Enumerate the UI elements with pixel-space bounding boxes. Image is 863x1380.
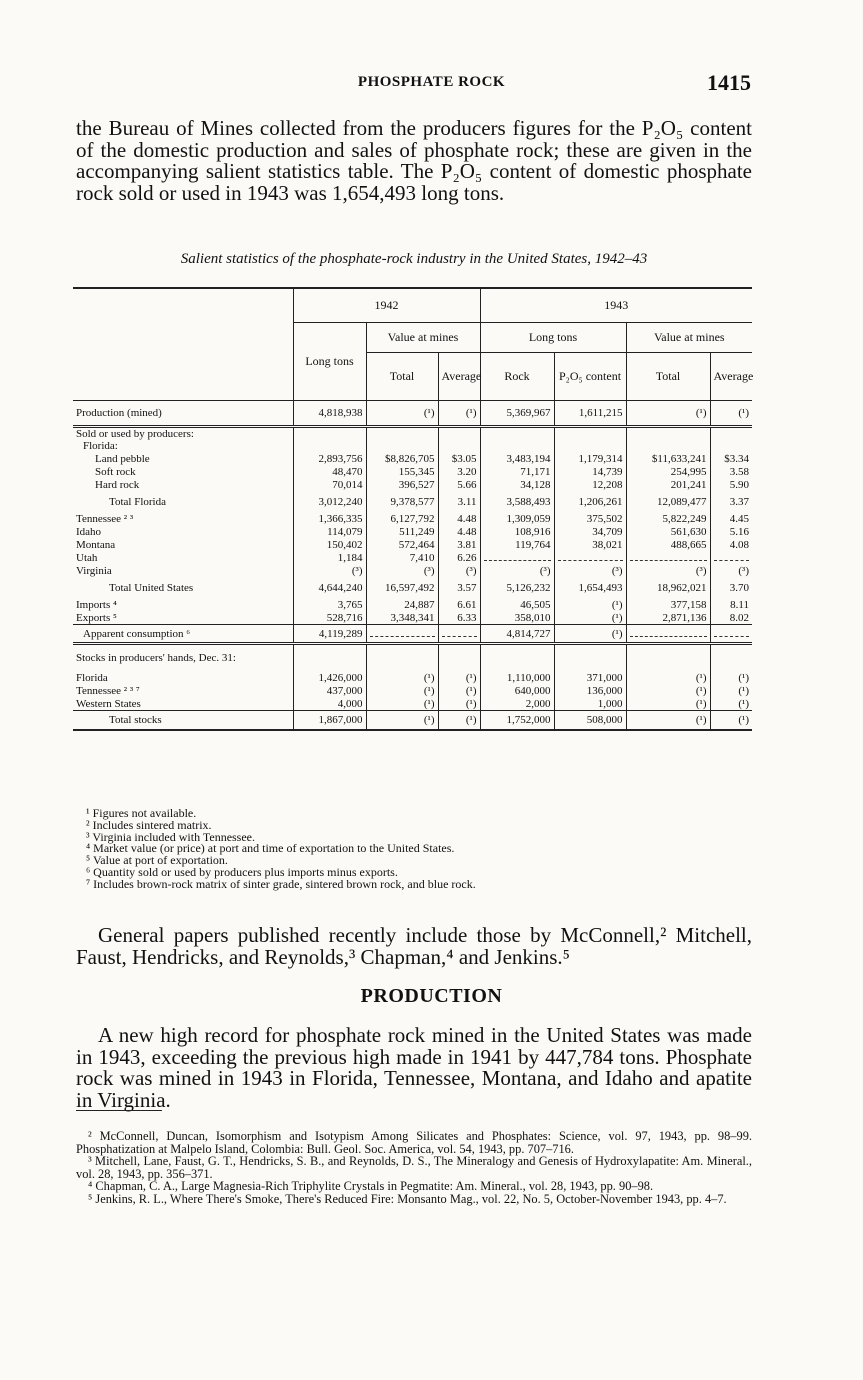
table-cell bbox=[366, 644, 438, 672]
header-value-at-mines-1942: Value at mines bbox=[366, 322, 480, 352]
intro-paragraph: the Bureau of Mines collected from the producers figures for the P₂O₅ content of the domestic production and sales of phosphate rock; these are given in the accompanying salient statistics table. The P₂O₅ content of domestic phosphate rock sold or used in 1943 was 1,654,493 long tons. bbox=[76, 116, 752, 205]
table-cell: 24,887 bbox=[366, 599, 438, 612]
table-cell: (¹) bbox=[366, 685, 438, 698]
row-label: Florida: bbox=[83, 440, 118, 452]
table-cell bbox=[366, 426, 438, 440]
table-cell: 5.16 bbox=[710, 526, 752, 539]
table-row bbox=[73, 612, 752, 625]
header-total-1942: Total bbox=[366, 352, 438, 400]
table-cell: 1,179,314 bbox=[554, 453, 626, 466]
header-average-1942: Average bbox=[438, 352, 480, 400]
table-cell: 3.81 bbox=[438, 539, 480, 552]
row-label: Stocks in producers' hands, Dec. 31: bbox=[73, 644, 293, 672]
table-cell bbox=[626, 644, 710, 672]
table-row bbox=[73, 672, 752, 685]
table-cell: 34,128 bbox=[480, 479, 554, 492]
table-cell: 3,588,493 bbox=[480, 492, 554, 513]
reference-footnote: ³ Mitchell, Lane, Faust, G. T., Hendricks, S. B., and Reynolds, D. S., The Mineralogy and Genesis of Hydroxylapatite: Am. Mineral., vol. 28, 1943, pp. 356–371. bbox=[76, 1154, 752, 1181]
table-cell: (¹) bbox=[438, 672, 480, 685]
table-cell: 136,000 bbox=[554, 685, 626, 698]
table-cell: 14,739 bbox=[554, 466, 626, 479]
table-cell: 1,654,493 bbox=[554, 578, 626, 599]
table-cell: 2,000 bbox=[480, 698, 554, 711]
table-cell: (³) bbox=[554, 565, 626, 578]
table-cell: 2,871,136 bbox=[626, 612, 710, 625]
table-cell: 114,079 bbox=[293, 526, 366, 539]
table-caption: Salient statistics of the phosphate-rock industry in the United States, 1942–43 bbox=[180, 251, 648, 267]
table-cell: 9,378,577 bbox=[366, 492, 438, 513]
table-cell: (¹) bbox=[438, 711, 480, 730]
table-cell: 4.08 bbox=[710, 539, 752, 552]
table-row bbox=[73, 539, 752, 552]
table-cell: 18,962,021 bbox=[626, 578, 710, 599]
table-cell: 119,764 bbox=[480, 539, 554, 552]
row-label: Florida bbox=[76, 672, 108, 684]
table-cell: $3.05 bbox=[438, 453, 480, 466]
running-head bbox=[0, 70, 863, 98]
table-footnote: ² Includes sintered matrix. bbox=[86, 817, 212, 832]
table-footnote: ⁴ Market value (or price) at port and time of exportation to the United States. bbox=[86, 841, 455, 856]
header-long-tons-1943: Long tons bbox=[480, 322, 626, 352]
table-cell: 4,818,938 bbox=[293, 400, 366, 426]
table-cell: 4.48 bbox=[438, 526, 480, 539]
empty-cell-dash bbox=[484, 554, 551, 561]
table-cell bbox=[366, 440, 438, 453]
table-cell: (¹) bbox=[710, 698, 752, 711]
page-number: 1415 bbox=[707, 70, 751, 95]
table-cell: 8.11 bbox=[710, 599, 752, 612]
table-cell bbox=[554, 426, 626, 440]
table-row bbox=[73, 552, 752, 565]
table-cell: 155,345 bbox=[366, 466, 438, 479]
table-row bbox=[73, 625, 752, 644]
table-cell bbox=[480, 644, 554, 672]
table-cell bbox=[710, 426, 752, 440]
table-cell: 1,184 bbox=[293, 552, 366, 565]
table-cell bbox=[554, 552, 626, 565]
row-label: Virginia bbox=[76, 565, 112, 577]
table-row bbox=[73, 599, 752, 612]
production-paragraph: A new high record for phosphate rock mined in the United States was made in 1943, exceeding the previous high made in 1941 by 447,784 tons. Phosphate rock was mined in 1943 in Florida, Tennessee, Montana, and Idaho and apatite in Virginia. bbox=[76, 1023, 752, 1112]
table-cell: 396,527 bbox=[366, 479, 438, 492]
row-label: Utah bbox=[76, 552, 98, 564]
table-cell: (¹) bbox=[366, 400, 438, 426]
table-cell: 1,611,215 bbox=[554, 400, 626, 426]
header-average-1943: Average bbox=[710, 352, 752, 400]
empty-cell-dash bbox=[630, 630, 707, 637]
table-cell bbox=[626, 552, 710, 565]
table-footnote: ⁵ Value at port of exportation. bbox=[86, 853, 228, 868]
row-label: Land pebble bbox=[95, 453, 150, 465]
row-label: Idaho bbox=[76, 526, 102, 538]
table-cell: 48,470 bbox=[293, 466, 366, 479]
table-row bbox=[73, 440, 752, 453]
row-label: Exports ⁵ bbox=[76, 611, 117, 624]
table-cell: 640,000 bbox=[480, 685, 554, 698]
table-cell bbox=[438, 644, 480, 672]
table-cell: 1,309,059 bbox=[480, 513, 554, 526]
table-row bbox=[73, 492, 752, 513]
table-cell: $8,826,705 bbox=[366, 453, 438, 466]
row-label: Western States bbox=[76, 697, 141, 710]
empty-cell-dash bbox=[714, 630, 750, 637]
table-row bbox=[73, 711, 752, 730]
table-row bbox=[73, 644, 752, 672]
table-cell: 5,822,249 bbox=[626, 513, 710, 526]
row-label: Tennessee ² ³ bbox=[76, 513, 134, 525]
table-cell: 3.70 bbox=[710, 578, 752, 599]
row-label: Apparent consumption ⁶ bbox=[73, 625, 293, 644]
header-p2o5-content-1943: P₂O₅ content bbox=[554, 352, 626, 400]
table-cell: 3,348,341 bbox=[366, 612, 438, 625]
empty-cell-dash bbox=[370, 630, 435, 637]
table-cell: $11,633,241 bbox=[626, 453, 710, 466]
table-row bbox=[73, 453, 752, 466]
table-cell bbox=[366, 625, 438, 644]
table-cell bbox=[710, 644, 752, 672]
table-cell: (¹) bbox=[554, 599, 626, 612]
table-cell: 6,127,792 bbox=[366, 513, 438, 526]
empty-cell-dash bbox=[442, 630, 477, 637]
table-row bbox=[73, 685, 752, 698]
table-cell: 511,249 bbox=[366, 526, 438, 539]
table-cell: (³) bbox=[438, 565, 480, 578]
table-cell: 437,000 bbox=[293, 685, 366, 698]
table-cell: 108,916 bbox=[480, 526, 554, 539]
table-cell: (³) bbox=[480, 565, 554, 578]
table-footnote: ¹ Figures not available. bbox=[86, 806, 197, 820]
table-cell: (¹) bbox=[710, 685, 752, 698]
table-cell: 3,765 bbox=[293, 599, 366, 612]
table-cell bbox=[293, 644, 366, 672]
table-cell: 34,709 bbox=[554, 526, 626, 539]
table-cell: (³) bbox=[626, 565, 710, 578]
header-total-1943: Total bbox=[626, 352, 710, 400]
table-cell: 358,010 bbox=[480, 612, 554, 625]
table-stub-header bbox=[73, 288, 293, 400]
table-cell: (¹) bbox=[626, 698, 710, 711]
table-cell bbox=[554, 644, 626, 672]
header-year-1942: 1942 bbox=[293, 288, 480, 322]
table-cell: 7,410 bbox=[366, 552, 438, 565]
row-label: Total Florida bbox=[109, 496, 166, 508]
table-cell: 1,110,000 bbox=[480, 672, 554, 685]
table-cell: 5,126,232 bbox=[480, 578, 554, 599]
table-cell: 5,369,967 bbox=[480, 400, 554, 426]
table-cell: (¹) bbox=[366, 672, 438, 685]
table-cell: 70,014 bbox=[293, 479, 366, 492]
table-cell: 12,208 bbox=[554, 479, 626, 492]
reference-footnote: ⁴ Chapman, C. A., Large Magnesia-Rich Triphylite Crystals in Pegmatite: Am. Mineral., vol. 28, 1943, pp. 90–98. bbox=[88, 1179, 654, 1194]
table-cell: 12,089,477 bbox=[626, 492, 710, 513]
table-footnotes bbox=[86, 808, 726, 891]
table-cell: 488,665 bbox=[626, 539, 710, 552]
table-cell bbox=[626, 625, 710, 644]
table-cell: 3,483,194 bbox=[480, 453, 554, 466]
table-cell bbox=[480, 440, 554, 453]
table-cell: 1,366,335 bbox=[293, 513, 366, 526]
table-cell: (¹) bbox=[626, 400, 710, 426]
table-cell: (¹) bbox=[438, 698, 480, 711]
table-cell bbox=[480, 552, 554, 565]
table-cell bbox=[710, 552, 752, 565]
table-cell bbox=[710, 440, 752, 453]
table-cell: 4,119,289 bbox=[293, 625, 366, 644]
table-row bbox=[73, 400, 752, 426]
row-label: Tennessee ² ³ ⁷ bbox=[76, 685, 140, 697]
table-cell: 3.58 bbox=[710, 466, 752, 479]
table-cell: 1,426,000 bbox=[293, 672, 366, 685]
table-row bbox=[73, 526, 752, 539]
table-cell bbox=[438, 426, 480, 440]
table-cell: 6.61 bbox=[438, 599, 480, 612]
table-cell: 5.90 bbox=[710, 479, 752, 492]
header-rock-1943: Rock bbox=[480, 352, 554, 400]
table-cell: 528,716 bbox=[293, 612, 366, 625]
table-cell: 16,597,492 bbox=[366, 578, 438, 599]
general-papers-paragraph: General papers published recently include those by McConnell,² Mitchell, Faust, Hendricks, and Reynolds,³ Chapman,⁴ and Jenkins.⁵ bbox=[76, 923, 752, 969]
table-cell: 6.26 bbox=[438, 552, 480, 565]
table-cell bbox=[293, 440, 366, 453]
table-cell bbox=[480, 426, 554, 440]
row-label: Montana bbox=[76, 539, 116, 551]
table-cell bbox=[438, 440, 480, 453]
table-cell: 3,012,240 bbox=[293, 492, 366, 513]
salient-statistics-table bbox=[73, 287, 752, 731]
empty-cell-dash bbox=[714, 554, 750, 561]
table-cell: 1,206,261 bbox=[554, 492, 626, 513]
table-cell: 4,814,727 bbox=[480, 625, 554, 644]
table-cell: $3.34 bbox=[710, 453, 752, 466]
row-label: Soft rock bbox=[95, 466, 136, 478]
table-cell bbox=[293, 426, 366, 440]
table-cell: 371,000 bbox=[554, 672, 626, 685]
row-label: Total stocks bbox=[73, 711, 293, 730]
table-cell: (¹) bbox=[710, 400, 752, 426]
table-cell: (¹) bbox=[366, 711, 438, 730]
table-cell: 377,158 bbox=[626, 599, 710, 612]
table-cell bbox=[626, 426, 710, 440]
header-year-1943: 1943 bbox=[480, 288, 752, 322]
table-cell: 375,502 bbox=[554, 513, 626, 526]
empty-cell-dash bbox=[630, 554, 707, 561]
table-cell: 4.45 bbox=[710, 513, 752, 526]
row-label: Sold or used by producers: bbox=[73, 426, 293, 440]
table-footnote: ⁷ Includes brown-rock matrix of sinter grade, sintered brown rock, and blue rock. bbox=[86, 876, 476, 891]
table-body bbox=[73, 400, 752, 730]
table-cell: (³) bbox=[366, 565, 438, 578]
table-cell: 1,867,000 bbox=[293, 711, 366, 730]
table-cell: 1,000 bbox=[554, 698, 626, 711]
row-label: Imports ⁴ bbox=[76, 599, 117, 611]
table-cell: 8.02 bbox=[710, 612, 752, 625]
table-cell: (¹) bbox=[710, 711, 752, 730]
table-cell bbox=[710, 625, 752, 644]
reference-footnote: ² McConnell, Duncan, Isomorphism and Isotypism Among Silicates and Phosphates: Science, vol. 97, 1943, pp. 98–99. Phosphatization at Malpelo Island, Colombia: Bull. Geol. Soc. America, vol. 54, 1943, pp. 707–716. bbox=[76, 1129, 752, 1156]
table-cell: 254,995 bbox=[626, 466, 710, 479]
table-cell: 561,630 bbox=[626, 526, 710, 539]
table-cell: 572,464 bbox=[366, 539, 438, 552]
empty-cell-dash bbox=[558, 554, 623, 561]
table-cell: 2,893,756 bbox=[293, 453, 366, 466]
table-footnote: ³ Virginia included with Tennessee. bbox=[86, 829, 256, 844]
table-cell: 3.57 bbox=[438, 578, 480, 599]
table-row bbox=[73, 578, 752, 599]
table-row bbox=[73, 426, 752, 440]
table-row bbox=[73, 565, 752, 578]
table-cell: 1,752,000 bbox=[480, 711, 554, 730]
table-cell: 5.66 bbox=[438, 479, 480, 492]
table-cell: 6.33 bbox=[438, 612, 480, 625]
section-heading: PRODUCTION bbox=[360, 985, 503, 1007]
table-cell: 4,644,240 bbox=[293, 578, 366, 599]
row-label: Hard rock bbox=[95, 479, 140, 491]
table-cell: (¹) bbox=[554, 612, 626, 625]
header-long-tons-1942: Long tons bbox=[293, 322, 366, 400]
table-cell: (³) bbox=[710, 565, 752, 578]
table-cell: (¹) bbox=[626, 672, 710, 685]
table-cell: (¹) bbox=[554, 625, 626, 644]
table-row bbox=[73, 479, 752, 492]
table-cell: 508,000 bbox=[554, 711, 626, 730]
table-cell: 3.20 bbox=[438, 466, 480, 479]
table-cell: 46,505 bbox=[480, 599, 554, 612]
footnote-rule bbox=[76, 1110, 162, 1111]
table-cell: (³) bbox=[293, 565, 366, 578]
table-cell: (¹) bbox=[626, 685, 710, 698]
table-cell: 3.11 bbox=[438, 492, 480, 513]
table-cell: 150,402 bbox=[293, 539, 366, 552]
table-row bbox=[73, 698, 752, 711]
table-cell: 71,171 bbox=[480, 466, 554, 479]
table-cell: 3.37 bbox=[710, 492, 752, 513]
table-cell: (¹) bbox=[366, 698, 438, 711]
table-row bbox=[73, 466, 752, 479]
table-cell: (¹) bbox=[710, 672, 752, 685]
table-cell: (¹) bbox=[438, 400, 480, 426]
header-value-at-mines-1943: Value at mines bbox=[626, 322, 752, 352]
running-title: PHOSPHATE ROCK bbox=[357, 74, 506, 90]
table-footnote: ⁶ Quantity sold or used by producers plus imports minus exports. bbox=[86, 864, 398, 879]
reference-footnote: ⁵ Jenkins, R. L., Where There's Smoke, There's Reduced Fire: Monsanto Mag., vol. 22, No. 5, October-November 1943, pp. 4–7. bbox=[88, 1191, 727, 1206]
table-cell: 201,241 bbox=[626, 479, 710, 492]
references bbox=[76, 1130, 752, 1206]
row-label: Total United States bbox=[109, 582, 194, 594]
table-row bbox=[73, 513, 752, 526]
table-cell: (¹) bbox=[438, 685, 480, 698]
row-label: Production (mined) bbox=[76, 406, 162, 419]
table-cell bbox=[438, 625, 480, 644]
table-cell: 4.48 bbox=[438, 513, 480, 526]
table-cell bbox=[626, 440, 710, 453]
table-cell bbox=[554, 440, 626, 453]
table-cell: 38,021 bbox=[554, 539, 626, 552]
table-cell: (¹) bbox=[626, 711, 710, 730]
table-cell: 4,000 bbox=[293, 698, 366, 711]
